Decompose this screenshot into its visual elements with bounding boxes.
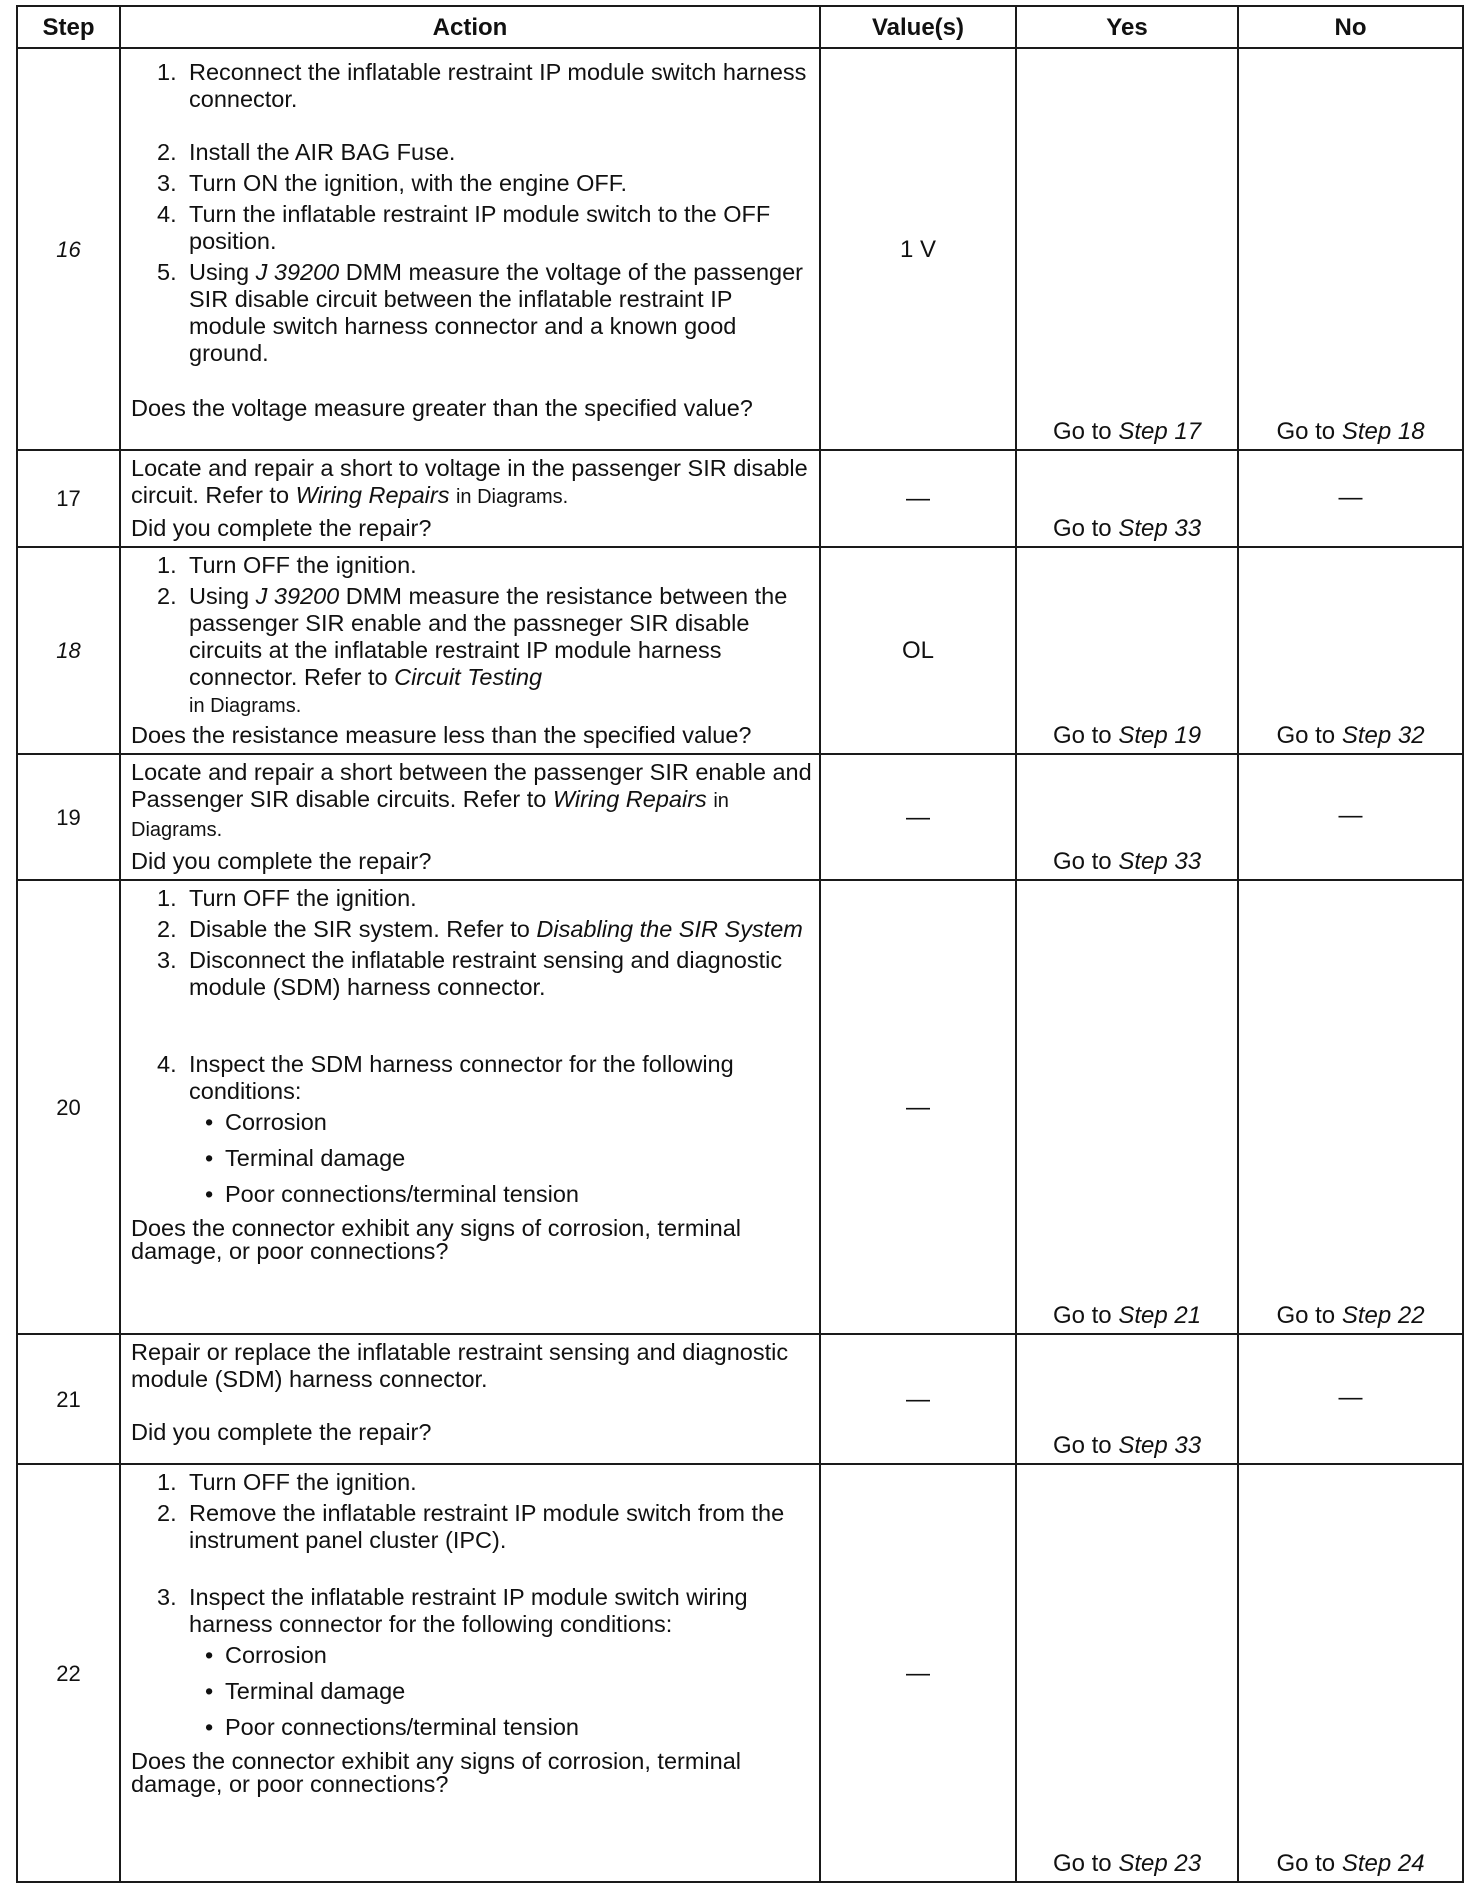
- step-link[interactable]: Step 21: [1118, 1302, 1202, 1329]
- item-text: Disable the SIR system. Refer to: [189, 916, 530, 942]
- no-cell: [1238, 1464, 1463, 1882]
- doc-reference[interactable]: Circuit Testing: [394, 664, 543, 690]
- list-item: • Corrosion: [131, 1642, 813, 1669]
- step-link[interactable]: Step 33: [1118, 1432, 1202, 1459]
- item-number: 2.: [157, 583, 177, 609]
- goto-label: Go to: [1052, 722, 1112, 749]
- yes-cell: [1016, 547, 1238, 754]
- question-text: Does the voltage measure greater than the specified value?: [131, 395, 753, 421]
- no-cell: —: [1238, 754, 1463, 880]
- diagnostic-table: [16, 5, 1464, 1883]
- value-cell: —: [820, 754, 1016, 880]
- yes-cell: [1016, 48, 1238, 450]
- list-item: • Terminal damage: [131, 1678, 813, 1705]
- value-cell: 1 V: [820, 48, 1016, 450]
- item-number: 1.: [157, 59, 177, 85]
- doc-reference[interactable]: Disabling the SIR System: [536, 916, 803, 942]
- item-text: DMM measure the resistance between the passenger SIR enable and the passneger SIR disable circuits at the inflatable restraint IP module harness connector. Refer to: [189, 583, 788, 690]
- tool-reference: J 39200: [255, 259, 340, 285]
- header-row: [17, 6, 1463, 48]
- condition-list: [131, 1642, 813, 1741]
- step-number: 19: [17, 754, 120, 880]
- header-action: Action: [120, 6, 820, 48]
- goto-label: Go to: [1052, 848, 1112, 875]
- goto-label: Go to: [1276, 722, 1336, 749]
- action-text-part: in Diagrams.: [131, 790, 729, 841]
- question-text: Does the connector exhibit any signs of corrosion, terminal damage, or poor connections?: [131, 1748, 742, 1797]
- action-cell: [120, 547, 820, 754]
- step-number: 22: [17, 1464, 120, 1882]
- item-text: Using: [189, 259, 250, 285]
- step-link[interactable]: Step 32: [1341, 722, 1425, 749]
- action-text-part: Locate and repair a short to voltage in the passenger SIR disable circuit. Refer to: [131, 455, 808, 508]
- question-text: Did you complete the repair?: [131, 848, 432, 874]
- action-cell: [120, 754, 820, 880]
- yes-cell: [1016, 754, 1238, 880]
- item-number: 1.: [157, 885, 177, 911]
- doc-reference[interactable]: Wiring Repairs: [295, 482, 450, 508]
- yes-cell: [1016, 1464, 1238, 1882]
- header-yes: Yes: [1016, 6, 1238, 48]
- yes-cell: [1016, 1334, 1238, 1464]
- action-text-part: in Diagrams.: [455, 486, 569, 508]
- goto-label: Go to: [1052, 1302, 1112, 1329]
- table-row: [17, 880, 1463, 1334]
- header-no: No: [1238, 6, 1463, 48]
- item-text: Install the AIR BAG Fuse.: [189, 139, 456, 165]
- action-text: Repair or replace the inflatable restraint sensing and diagnostic module (SDM) harness connector.: [131, 1339, 789, 1392]
- question-text: Did you complete the repair?: [131, 1419, 432, 1445]
- item-text: in Diagrams.: [189, 695, 302, 717]
- no-cell: [1238, 880, 1463, 1334]
- item-text: Turn ON the ignition, with the engine OFF.: [189, 170, 628, 196]
- table-row: [17, 754, 1463, 880]
- step-number: 18: [17, 547, 120, 754]
- step-link[interactable]: Step 33: [1118, 515, 1202, 542]
- goto-label: Go to: [1276, 1302, 1336, 1329]
- item-number: 3.: [157, 947, 177, 973]
- list-item: • Poor connections/terminal tension: [131, 1181, 813, 1208]
- action-cell: [120, 1334, 820, 1464]
- no-cell: —: [1238, 450, 1463, 547]
- value-cell: —: [820, 450, 1016, 547]
- value-cell: —: [820, 1464, 1016, 1882]
- goto-label: Go to: [1052, 1432, 1112, 1459]
- no-cell: [1238, 547, 1463, 754]
- action-cell: [120, 1464, 820, 1882]
- item-number: 1.: [157, 1469, 177, 1495]
- no-cell: —: [1238, 1334, 1463, 1464]
- question-text: Does the connector exhibit any signs of corrosion, terminal damage, or poor connections?: [131, 1215, 742, 1264]
- doc-reference[interactable]: Wiring Repairs: [552, 786, 707, 812]
- item-number: 3.: [157, 170, 177, 196]
- goto-label: Go to: [1052, 1850, 1112, 1877]
- step-link[interactable]: Step 22: [1341, 1302, 1425, 1329]
- table-row: [17, 547, 1463, 754]
- item-number: 5.: [157, 259, 177, 285]
- question-text: Did you complete the repair?: [131, 515, 432, 541]
- list-item: • Terminal damage: [131, 1145, 813, 1172]
- item-text: Inspect the inflatable restraint IP module switch wiring harness connector for the following conditions:: [189, 1584, 748, 1637]
- step-number: 16: [17, 48, 120, 450]
- table-row: [17, 48, 1463, 450]
- step-number: 21: [17, 1334, 120, 1464]
- no-cell: [1238, 48, 1463, 450]
- step-link[interactable]: Step 23: [1118, 1850, 1202, 1877]
- item-number: 4.: [157, 1051, 177, 1077]
- step-link[interactable]: Step 33: [1118, 848, 1202, 875]
- header-values: Value(s): [820, 6, 1016, 48]
- step-link[interactable]: Step 17: [1118, 418, 1202, 445]
- tool-reference: J 39200: [255, 583, 340, 609]
- question-text: Does the resistance measure less than the specified value?: [131, 722, 752, 748]
- item-text: Turn the inflatable restraint IP module switch to the OFF position.: [189, 201, 771, 254]
- action-cell: [120, 48, 820, 450]
- item-text: Using: [189, 583, 250, 609]
- condition-list: [131, 1109, 813, 1208]
- goto-label: Go to: [1276, 1850, 1336, 1877]
- item-text: Disconnect the inflatable restraint sensing and diagnostic module (SDM) harness connector.: [189, 947, 783, 1000]
- header-step: Step: [17, 6, 120, 48]
- step-link[interactable]: Step 19: [1118, 722, 1202, 749]
- table-row: [17, 1334, 1463, 1464]
- item-number: 4.: [157, 201, 177, 227]
- item-text: DMM measure the voltage of the passenger SIR disable circuit between the inflatable restraint IP module switch harness connector and a known good ground.: [189, 259, 803, 366]
- item-number: 2.: [157, 916, 177, 942]
- yes-cell: [1016, 450, 1238, 547]
- step-number: 20: [17, 880, 120, 1334]
- item-number: 3.: [157, 1584, 177, 1610]
- item-text: Turn OFF the ignition.: [189, 552, 417, 578]
- step-link[interactable]: Step 18: [1341, 418, 1425, 445]
- goto-label: Go to: [1052, 515, 1112, 542]
- item-number: 1.: [157, 552, 177, 578]
- goto-label: Go to: [1276, 418, 1336, 445]
- yes-cell: [1016, 880, 1238, 1334]
- table-row: [17, 450, 1463, 547]
- item-text: Turn OFF the ignition.: [189, 1469, 417, 1495]
- step-link[interactable]: Step 24: [1341, 1850, 1425, 1877]
- item-number: 2.: [157, 139, 177, 165]
- action-text: [131, 455, 813, 511]
- item-number: 2.: [157, 1500, 177, 1526]
- item-text: Turn OFF the ignition.: [189, 885, 417, 911]
- action-text: [131, 759, 813, 844]
- action-text-part: Locate and repair a short between the passenger SIR enable and Passenger SIR disable circuits. Refer to: [131, 759, 812, 812]
- item-text: Reconnect the inflatable restraint IP module switch harness connector.: [189, 59, 807, 112]
- value-cell: —: [820, 1334, 1016, 1464]
- value-cell: OL: [820, 547, 1016, 754]
- goto-label: Go to: [1052, 418, 1112, 445]
- item-text: Inspect the SDM harness connector for the following conditions:: [189, 1051, 734, 1104]
- item-text: Remove the inflatable restraint IP module switch from the instrument panel cluster (IPC).: [189, 1500, 785, 1553]
- value-cell: —: [820, 880, 1016, 1334]
- list-item: • Corrosion: [131, 1109, 813, 1136]
- step-number: 17: [17, 450, 120, 547]
- action-cell: [120, 880, 820, 1334]
- table-row: [17, 1464, 1463, 1882]
- list-item: • Poor connections/terminal tension: [131, 1714, 813, 1741]
- action-cell: [120, 450, 820, 547]
